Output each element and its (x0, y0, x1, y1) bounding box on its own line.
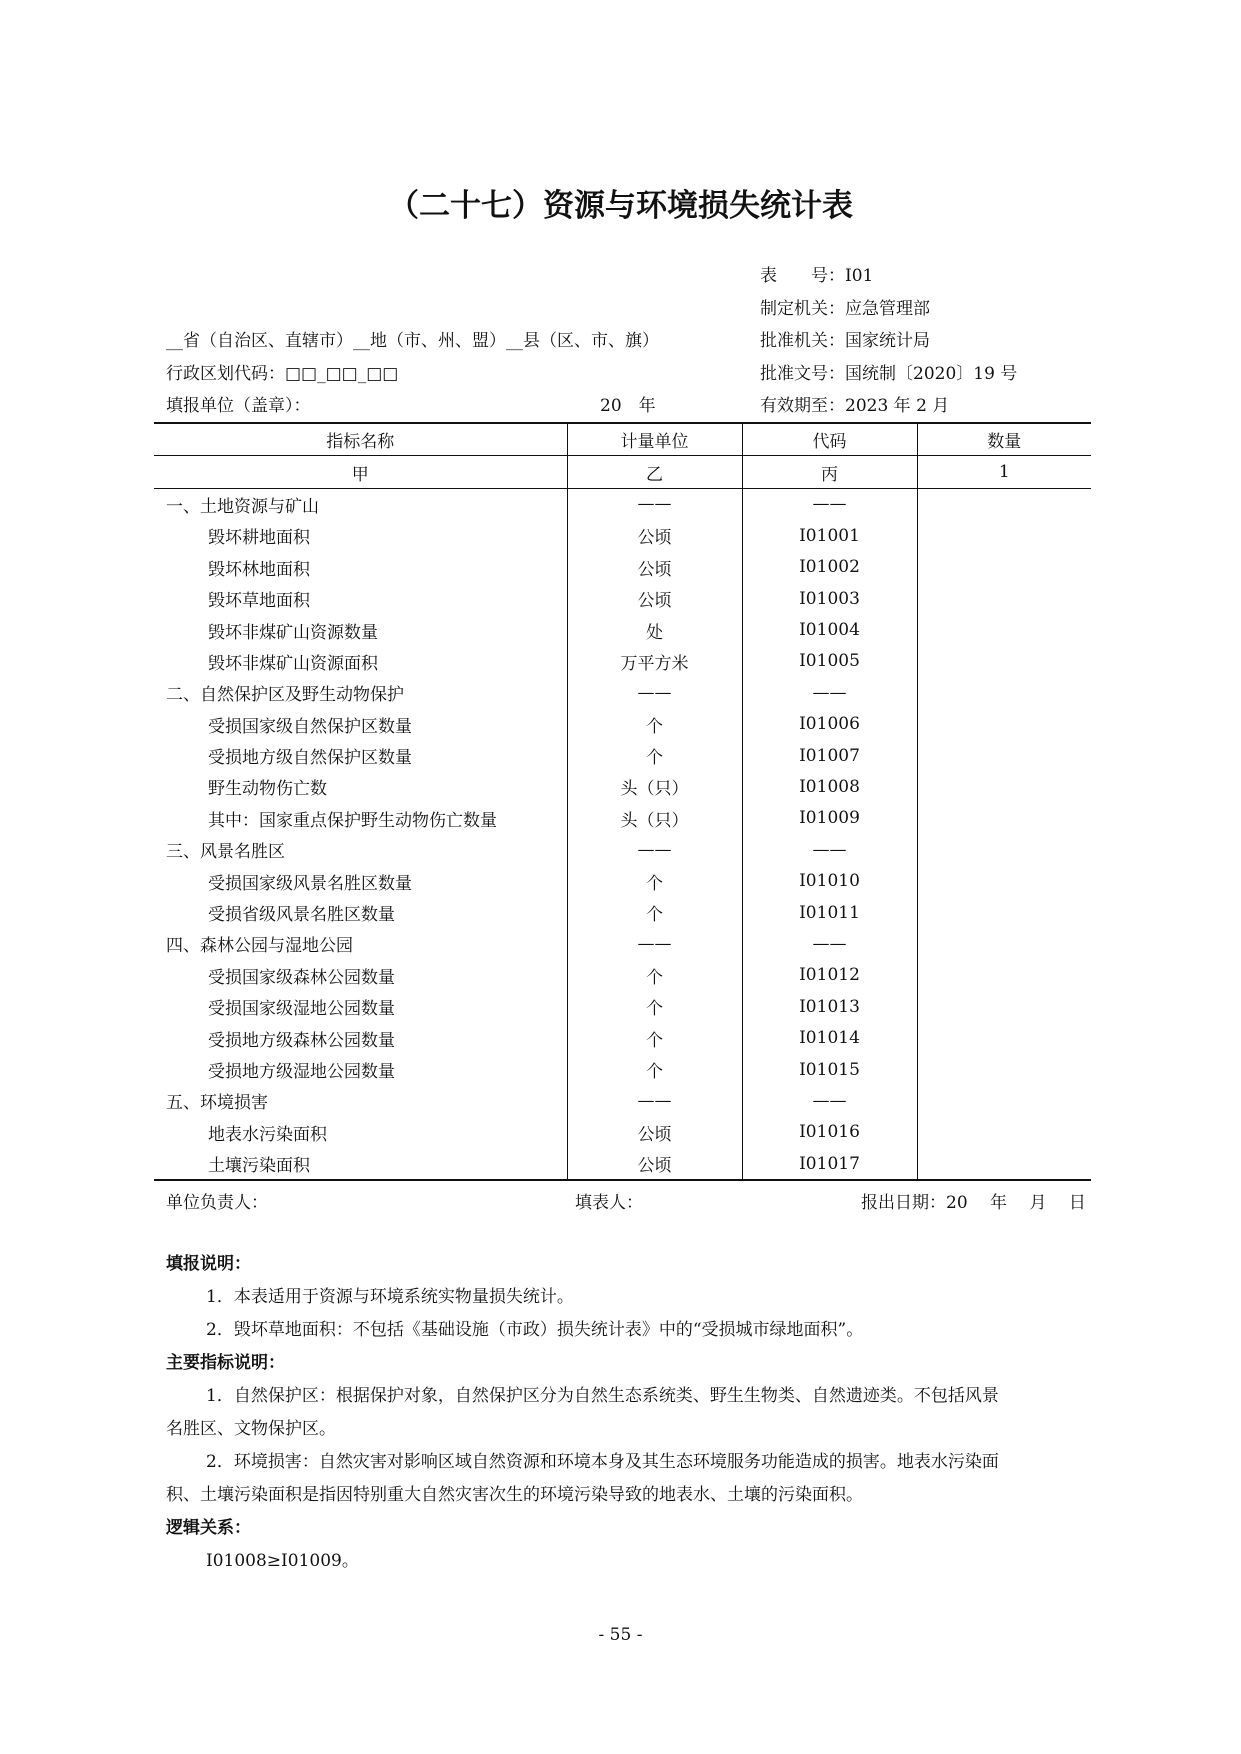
quantity-cell[interactable] (917, 740, 1091, 771)
code-cell: I01009 (742, 803, 917, 834)
header-cell: 指标名称 (154, 423, 567, 456)
table-row (154, 865, 1091, 896)
code-cell: I01014 (742, 1022, 917, 1053)
unit-cell: 个 (567, 709, 742, 740)
unit-cell: 公顷 (567, 552, 742, 583)
note-line: 2．环境损害：自然灾害对影响区域自然资源和环境本身及其生态环境服务功能造成的损害。地表水污染面 (206, 1452, 999, 1472)
year-field: 20 年 (600, 396, 656, 416)
table-row (154, 771, 1091, 802)
unit-cell: 公顷 (567, 1117, 742, 1148)
indicator-name: 一、土地资源与矿山 (166, 496, 319, 517)
code-cell: I01008 (742, 771, 917, 802)
form-left-meta (166, 325, 659, 423)
note-line: I01008≥I01009。 (206, 1551, 359, 1571)
indicator-name: 受损省级风景名胜区数量 (208, 905, 395, 926)
quantity-cell[interactable] (917, 520, 1091, 551)
table-row (154, 960, 1091, 991)
indicator-name: 三、风景名胜区 (166, 842, 285, 863)
quantity-cell[interactable] (917, 991, 1091, 1022)
unit-cell: 头（只） (567, 771, 742, 802)
table-row (154, 897, 1091, 928)
table-row (154, 928, 1091, 959)
quantity-cell[interactable] (917, 1054, 1091, 1085)
quantity-cell[interactable] (917, 803, 1091, 834)
indicator-name: 受损国家级自然保护区数量 (208, 716, 412, 737)
table-row (154, 803, 1091, 834)
code-cell: I01006 (742, 709, 917, 740)
table-row (154, 1085, 1091, 1116)
indicator-name: 受损国家级风景名胜区数量 (208, 873, 412, 894)
meta-line: 表 号：I01 (760, 266, 874, 286)
footer-head: 单位负责人： (166, 1193, 268, 1213)
unit-cell: —— (567, 1085, 742, 1116)
indicator-name: 二、自然保护区及野生动物保护 (166, 685, 404, 706)
footer-date: 报出日期：20 年 月 日 (861, 1193, 1086, 1213)
header-cell: 数量 (917, 423, 1091, 456)
table-row (154, 991, 1091, 1022)
quantity-cell[interactable] (917, 583, 1091, 614)
quantity-cell[interactable] (917, 1085, 1091, 1116)
table-row (154, 1054, 1091, 1085)
note-line: 名胜区、文物保护区。 (166, 1419, 336, 1439)
code-cell: I01007 (742, 740, 917, 771)
unit-cell: 万平方米 (567, 646, 742, 677)
quantity-cell[interactable] (917, 865, 1091, 896)
unit-cell: —— (567, 677, 742, 708)
subheader-row (154, 456, 1091, 488)
quantity-cell[interactable] (917, 1022, 1091, 1053)
code-cell: I01015 (742, 1054, 917, 1085)
notes-logic-title: 逻辑关系： (166, 1518, 251, 1538)
quantity-cell[interactable] (917, 834, 1091, 865)
form-meta (760, 260, 1017, 423)
subheader-cell: 甲 (154, 456, 567, 488)
unit-cell: —— (567, 488, 742, 520)
table-row (154, 646, 1091, 677)
unit-cell: 个 (567, 897, 742, 928)
code-cell: —— (742, 928, 917, 959)
unit-cell: 个 (567, 991, 742, 1022)
table-row (154, 709, 1091, 740)
table-row (154, 1022, 1091, 1053)
table-row (154, 1148, 1091, 1180)
notes (166, 1248, 999, 1578)
table-row (154, 740, 1091, 771)
note-line: 1．本表适用于资源与环境系统实物量损失统计。 (206, 1287, 574, 1307)
table-row (154, 552, 1091, 583)
code-cell: I01001 (742, 520, 917, 551)
notes-main-title: 主要指标说明： (166, 1353, 285, 1373)
table-row (154, 834, 1091, 865)
code-cell: I01017 (742, 1148, 917, 1180)
code-cell: I01012 (742, 960, 917, 991)
table-row (154, 488, 1091, 520)
note-line: 积、土壤污染面积是指因特别重大自然灾害次生的环境污染导致的地表水、土壤的污染面积。 (166, 1485, 863, 1505)
indicator-name: 毁坏非煤矿山资源面积 (208, 653, 378, 674)
quantity-cell[interactable] (917, 677, 1091, 708)
indicator-name: 受损地方级自然保护区数量 (208, 748, 412, 769)
region-line: __省（自治区、直辖市）__地（市、州、盟）__县（区、市、旗） (166, 331, 659, 351)
meta-line: 批准机关：国家统计局 (760, 331, 930, 351)
quantity-cell[interactable] (917, 928, 1091, 959)
quantity-cell[interactable] (917, 960, 1091, 991)
code-cell: —— (742, 677, 917, 708)
indicator-name: 四、森林公园与湿地公园 (166, 936, 353, 957)
table-row (154, 583, 1091, 614)
code-cell: I01004 (742, 614, 917, 645)
unit-cell: 个 (567, 960, 742, 991)
note-line: 1．自然保护区：根据保护对象，自然保护区分为自然生态系统类、野生生物类、自然遗迹类。不包括风景 (206, 1386, 999, 1406)
quantity-cell[interactable] (917, 552, 1091, 583)
region-code: 行政区划代码：□□_□□_□□ (166, 363, 399, 384)
unit-cell: 处 (567, 614, 742, 645)
header-cell: 代码 (742, 423, 917, 456)
page-title: （二十七）资源与环境损失统计表 (388, 188, 853, 224)
table-row (154, 614, 1091, 645)
indicator-name: 五、环境损害 (166, 1093, 268, 1114)
quantity-cell[interactable] (917, 771, 1091, 802)
indicator-name: 毁坏草地面积 (208, 591, 310, 612)
unit-cell: 个 (567, 1022, 742, 1053)
indicator-name: 毁坏耕地面积 (208, 528, 310, 549)
unit-cell: 个 (567, 740, 742, 771)
table-row (154, 677, 1091, 708)
meta-line: 制定机关：应急管理部 (760, 298, 930, 319)
indicator-name: 受损国家级森林公园数量 (208, 967, 395, 988)
meta-line: 有效期至：2023 年 2 月 (760, 396, 950, 416)
unit-cell: 公顷 (567, 1148, 742, 1180)
indicator-name: 毁坏非煤矿山资源数量 (208, 622, 378, 643)
indicator-name: 受损地方级湿地公园数量 (208, 1062, 395, 1082)
unit-cell: —— (567, 928, 742, 959)
subheader-cell: 丙 (742, 456, 917, 488)
indicator-name: 受损国家级湿地公园数量 (208, 999, 395, 1020)
subheader-cell: 1 (917, 456, 1091, 488)
unit-cell: 公顷 (567, 583, 742, 614)
quantity-cell[interactable] (917, 897, 1091, 928)
indicator-name: 地表水污染面积 (208, 1124, 327, 1145)
code-cell: I01002 (742, 552, 917, 583)
table-row (154, 1117, 1091, 1148)
quantity-cell[interactable] (917, 488, 1091, 520)
note-line: 2．毁坏草地面积：不包括《基础设施（市政）损失统计表》中的“受损城市绿地面积”。 (206, 1320, 864, 1340)
header-cell: 计量单位 (567, 423, 742, 456)
code-cell: —— (742, 834, 917, 865)
notes-fill-title: 填报说明： (166, 1254, 251, 1274)
code-cell: I01013 (742, 991, 917, 1022)
indicator-name: 土壤污染面积 (208, 1156, 310, 1177)
quantity-cell[interactable] (917, 1148, 1091, 1180)
footer-filler: 填表人： (575, 1193, 643, 1213)
page-number: - 55 - (598, 1625, 643, 1645)
indicator-name: 其中：国家重点保护野生动物伤亡数量 (208, 810, 497, 831)
fill-unit: 填报单位（盖章）： (166, 396, 311, 416)
code-cell: I01005 (742, 646, 917, 677)
unit-cell: 个 (567, 865, 742, 896)
subheader-cell: 乙 (567, 456, 742, 488)
unit-cell: 公顷 (567, 520, 742, 551)
indicator-name: 野生动物伤亡数 (208, 779, 327, 800)
header-row (154, 423, 1091, 456)
code-cell: —— (742, 1085, 917, 1116)
indicator-name: 毁坏林地面积 (208, 559, 310, 580)
unit-cell: 个 (567, 1054, 742, 1085)
indicator-name: 受损地方级森林公园数量 (208, 1030, 395, 1051)
code-cell: —— (742, 488, 917, 520)
statistics-table (154, 422, 1091, 1181)
quantity-cell[interactable] (917, 1117, 1091, 1148)
meta-line: 批准文号：国统制〔2020〕19 号 (760, 363, 1018, 384)
code-cell: I01016 (742, 1117, 917, 1148)
quantity-cell[interactable] (917, 646, 1091, 677)
table-row (154, 520, 1091, 551)
unit-cell: —— (567, 834, 742, 865)
quantity-cell[interactable] (917, 614, 1091, 645)
code-cell: I01010 (742, 865, 917, 896)
quantity-cell[interactable] (917, 709, 1091, 740)
code-cell: I01003 (742, 583, 917, 614)
code-cell: I01011 (742, 897, 917, 928)
unit-cell: 头（只） (567, 803, 742, 834)
